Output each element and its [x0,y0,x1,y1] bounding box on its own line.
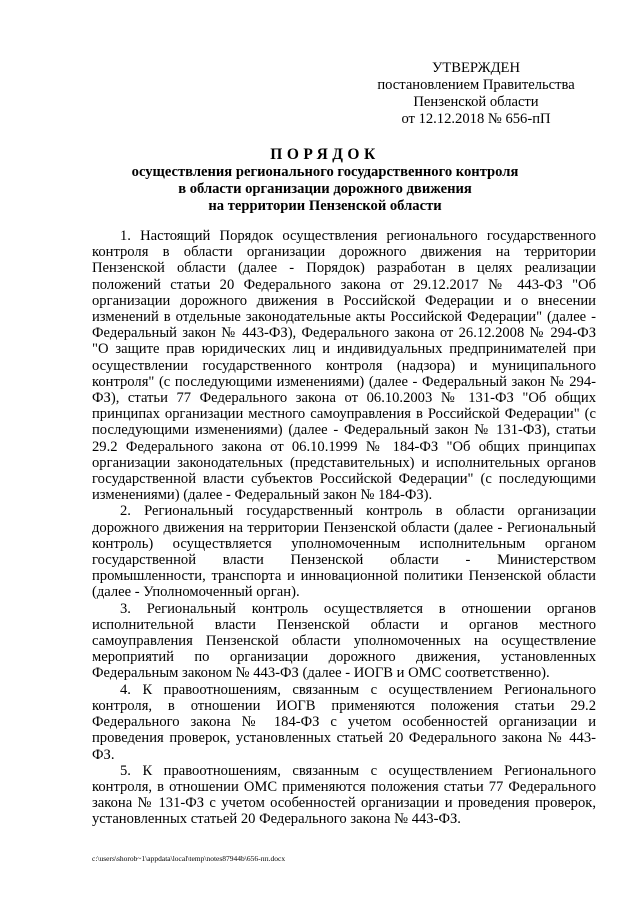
paragraph-2: 2. Региональный государственный контроль в области организации дорожного движения на территории Пензенской области (далее - Региональный контроль) осуществляется уполномоченным исполнительным органом государственной власти Пензенской области - Министерством промышленности, транспорта и инновационной политики Пензенской области (далее - Уполномоченный орган). [92,503,596,601]
file-path-footer: c:\users\shorob~1\appdata\local\temp\notes87944b\656-пп.docx [92,854,286,863]
document-body [92,228,596,828]
title-word: ПОРЯДОК [270,146,380,163]
title-line-3: на территории Пензенской области [208,198,442,214]
approval-stamp [372,60,580,128]
paragraph-3: 3. Региональный контроль осуществляется в отношении органов исполнительной власти Пензенской области и органов местного самоуправления Пензенской области уполномоченных на осуществление мероприятий по организации дорожного движения, установленных Федеральным законом № 443-ФЗ (далее - ИОГВ и ОМС соответственно). [92,600,596,682]
title-line-2: в области организации дорожного движения [178,181,472,197]
paragraph-1: 1. Настоящий Порядок осуществления регионального государственного контроля в области организации дорожного движения на территории Пензенской области (далее - Порядок) разработан в целях реализации положений статьи 20 Федерального закона от 29.12.2017 № 443-ФЗ "Об организации дорожного движения в Российской Федерации и о внесении изменений в отдельные законодательные акты Российской Федерации" (далее - Федеральный закон № 443-ФЗ), Федерального закона от 26.12.2008 № 294-ФЗ "О защите прав юридических лиц и индивидуальных предпринимателей при осуществлении государственного контроля (надзора) и муниципального контроля" (с последующими изменениями) (далее - Федеральный закон № 294-ФЗ), статьи 77 Федерального закона от 06.10.2003 № 131-ФЗ "Об общих принципах организации местного самоуправления в Российской Федерации" (с последующими изменениями) (далее - Федеральный закон № 131-ФЗ), статьи 29.2 Федерального закона от 06.10.1999 № 184-ФЗ "Об общих принципах организации законодательных (представительных) и исполнительных органов государственной власти субъектов Российской Федерации" (с последующими изменениями) (далее - Федеральный закон № 184-ФЗ). [92,228,596,504]
approval-heading: УТВЕРЖДЕН [432,60,520,76]
paragraph-4: 4. К правоотношениям, связанным с осуществлением Регионального контроля, в отношении ИОГВ применяются положения статьи 29.2 Федерального закона № 184-ФЗ с учетом особенностей организации и проведения проверок, установленных статьей 20 Федерального закона № 443-ФЗ. [92,681,596,763]
approval-region: Пензенской области [413,94,539,110]
approval-by: постановлением Правительства [377,77,575,93]
document-title [60,145,590,215]
paragraph-5: 5. К правоотношениям, связанным с осуществлением Регионального контроля, в отношении ОМС применяются положения статьи 77 Федерального закона № 131-ФЗ с учетом особенностей организации и проведения проверок, установленных статьей 20 Федерального закона № 443-ФЗ. [92,762,596,828]
approval-date-number: от 12.12.2018 № 656-пП [401,111,551,127]
title-line-1: осуществления регионального государственного контроля [131,164,519,180]
